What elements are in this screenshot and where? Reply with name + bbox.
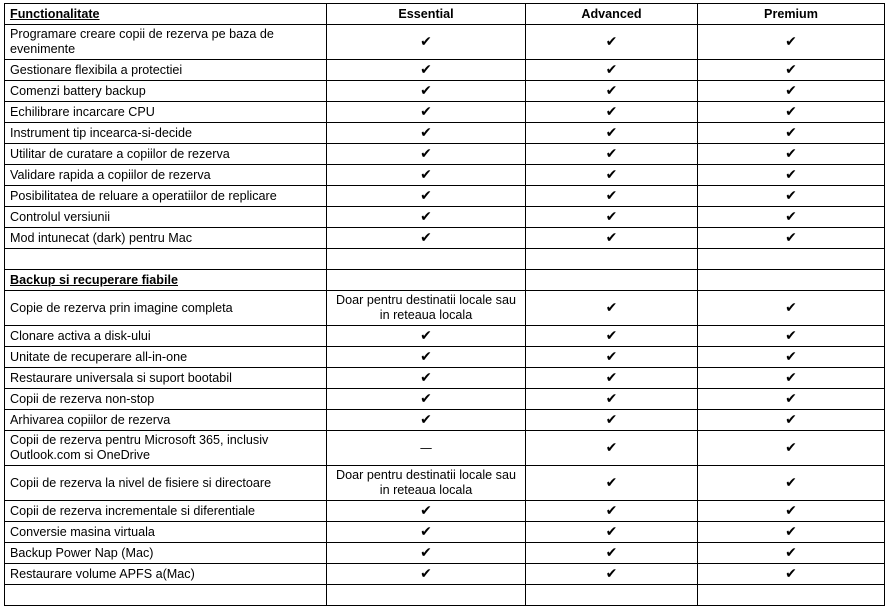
feature-name: Posibilitatea de reluare a operatiilor de replicare [5,186,327,207]
advanced-check-icon [526,466,698,501]
feature-name: Copii de rezerva incrementale si diferentiale [5,501,327,522]
premium-check-icon [698,522,885,543]
premium-check-icon [698,123,885,144]
premium-check-icon [698,389,885,410]
premium-check-icon [698,81,885,102]
feature-name: Gestionare flexibila a protectiei [5,60,327,81]
table-row [5,522,885,543]
essential-value [327,585,526,606]
check-icon: ✔ [785,502,797,519]
premium-check-icon [698,368,885,389]
essential-check-icon [327,207,526,228]
check-icon: ✔ [605,103,618,120]
check-icon: ✔ [420,523,432,540]
premium-value [698,249,885,270]
feature-name: Copii de rezerva la nivel de fisiere si directoare [5,466,327,501]
check-icon: ✔ [605,187,618,204]
check-icon: ✔ [785,187,797,204]
feature-name: Instrument tip incearca-si-decide [5,123,327,144]
check-icon: ✔ [420,208,432,225]
table-row [5,368,885,389]
check-icon: ✔ [785,327,797,344]
check-icon: ✔ [785,166,797,183]
table-row [5,123,885,144]
essential-value [327,270,526,291]
check-icon: ✔ [605,208,618,225]
table-row [5,501,885,522]
table-row [5,165,885,186]
advanced-check-icon [526,291,698,326]
essential-check-icon [327,165,526,186]
check-icon: ✔ [605,348,618,365]
check-icon: ✔ [420,145,432,162]
feature-name: Conversie masina virtuala [5,522,327,543]
premium-value [698,270,885,291]
table-body [5,4,885,606]
feature-name: Comenzi battery backup [5,81,327,102]
advanced-check-icon [526,25,698,60]
check-icon: ✔ [785,33,797,50]
check-icon: ✔ [785,103,797,120]
feature-name [5,249,327,270]
feature-name: Copii de rezerva non-stop [5,389,327,410]
table-row [5,347,885,368]
feature-name: Arhivarea copiilor de rezerva [5,410,327,431]
premium-check-icon [698,186,885,207]
check-icon: ✔ [420,61,432,78]
advanced-check-icon [526,410,698,431]
check-icon: ✔ [420,327,432,344]
premium-check-icon [698,543,885,564]
check-icon: ✔ [605,565,618,582]
essential-value [327,249,526,270]
premium-check-icon [698,564,885,585]
check-icon: ✔ [420,411,432,428]
check-icon: ✔ [605,474,618,491]
table-row [5,102,885,123]
feature-name: Backup Power Nap (Mac) [5,543,327,564]
essential-check-icon [327,389,526,410]
feature-name: Validare rapida a copiilor de rezerva [5,165,327,186]
check-icon: ✔ [605,145,618,162]
premium-value [698,585,885,606]
check-icon: ✔ [605,124,618,141]
feature-name: Restaurare universala si suport bootabil [5,368,327,389]
check-icon: ✔ [605,166,618,183]
check-icon: ✔ [605,544,618,561]
check-icon: ✔ [785,439,797,456]
check-icon: ✔ [420,103,432,120]
table-row [5,291,885,326]
check-icon: ✔ [605,411,618,428]
essential-check-icon [327,102,526,123]
check-icon: ✔ [785,145,797,162]
section-header-row [5,270,885,291]
advanced-check-icon [526,389,698,410]
header-row [5,4,885,25]
column-header-functionalitate: Functionalitate [5,4,327,25]
essential-check-icon [327,81,526,102]
feature-name: Echilibrare incarcare CPU [5,102,327,123]
advanced-check-icon [526,144,698,165]
feature-name: Restaurare volume APFS a(Mac) [5,564,327,585]
essential-check-icon [327,25,526,60]
check-icon: ✔ [785,411,797,428]
feature-name: Copii de rezerva pentru Microsoft 365, inclusiv Outlook.com si OneDrive [5,431,327,466]
table-row [5,389,885,410]
advanced-check-icon [526,347,698,368]
check-icon: ✔ [785,369,797,386]
table-row [5,410,885,431]
advanced-check-icon [526,165,698,186]
essential-check-icon [327,123,526,144]
essential-check-icon [327,564,526,585]
check-icon: ✔ [605,369,618,386]
check-icon: ✔ [785,208,797,225]
advanced-check-icon [526,522,698,543]
check-icon: ✔ [420,187,432,204]
check-icon: ✔ [605,33,618,50]
essential-check-icon [327,410,526,431]
advanced-check-icon [526,431,698,466]
dash-icon: — [419,440,433,455]
essential-check-icon [327,347,526,368]
check-icon: ✔ [420,124,432,141]
advanced-check-icon [526,368,698,389]
essential-value: Doar pentru destinatii locale sau in reteaua locala [327,466,526,501]
check-icon: ✔ [420,544,432,561]
table-row [5,186,885,207]
feature-name: Controlul versiunii [5,207,327,228]
premium-check-icon [698,466,885,501]
premium-check-icon [698,60,885,81]
check-icon: ✔ [605,327,618,344]
feature-name: Unitate de recuperare all-in-one [5,347,327,368]
table-row [5,207,885,228]
advanced-check-icon [526,81,698,102]
table-row [5,431,885,466]
advanced-check-icon [526,326,698,347]
feature-name: Utilitar de curatare a copiilor de rezerva [5,144,327,165]
premium-check-icon [698,291,885,326]
check-icon: ✔ [605,299,618,316]
column-header-advanced: Advanced [526,4,698,25]
premium-check-icon [698,165,885,186]
check-icon: ✔ [785,544,797,561]
advanced-check-icon [526,186,698,207]
check-icon: ✔ [420,348,432,365]
table-row [5,144,885,165]
check-icon: ✔ [785,82,797,99]
check-icon: ✔ [420,502,432,519]
advanced-check-icon [526,564,698,585]
check-icon: ✔ [785,565,797,582]
advanced-check-icon [526,501,698,522]
check-icon: ✔ [785,61,797,78]
check-icon: ✔ [785,124,797,141]
premium-check-icon [698,102,885,123]
check-icon: ✔ [785,229,797,246]
essential-dash-icon [327,431,526,466]
premium-check-icon [698,326,885,347]
feature-name: Mod intunecat (dark) pentru Mac [5,228,327,249]
advanced-check-icon [526,123,698,144]
essential-check-icon [327,543,526,564]
feature-name: Copie de rezerva prin imagine completa [5,291,327,326]
feature-name [5,585,327,606]
advanced-check-icon [526,60,698,81]
essential-check-icon [327,144,526,165]
premium-check-icon [698,207,885,228]
premium-check-icon [698,228,885,249]
premium-check-icon [698,431,885,466]
premium-check-icon [698,25,885,60]
essential-check-icon [327,186,526,207]
empty-row [5,249,885,270]
premium-check-icon [698,144,885,165]
essential-value: Doar pentru destinatii locale sau in reteaua locala [327,291,526,326]
essential-check-icon [327,228,526,249]
check-icon: ✔ [420,565,432,582]
check-icon: ✔ [785,299,797,316]
essential-check-icon [327,326,526,347]
column-header-premium: Premium [698,4,885,25]
advanced-value [526,270,698,291]
premium-check-icon [698,347,885,368]
advanced-check-icon [526,207,698,228]
essential-check-icon [327,60,526,81]
check-icon: ✔ [420,390,432,407]
table-row [5,25,885,60]
check-icon: ✔ [785,390,797,407]
check-icon: ✔ [785,474,797,491]
advanced-check-icon [526,543,698,564]
check-icon: ✔ [785,523,797,540]
advanced-value [526,585,698,606]
check-icon: ✔ [420,33,432,50]
table-row [5,81,885,102]
essential-check-icon [327,522,526,543]
table-row [5,228,885,249]
empty-row [5,585,885,606]
essential-check-icon [327,501,526,522]
check-icon: ✔ [605,61,618,78]
column-header-essential: Essential [327,4,526,25]
check-icon: ✔ [420,166,432,183]
check-icon: ✔ [605,523,618,540]
check-icon: ✔ [785,348,797,365]
table-row [5,543,885,564]
table-row [5,564,885,585]
check-icon: ✔ [420,369,432,386]
section-title: Backup si recuperare fiabile [5,270,327,291]
table-row [5,60,885,81]
table-row [5,466,885,501]
feature-name: Programare creare copii de rezerva pe baza de evenimente [5,25,327,60]
premium-check-icon [698,410,885,431]
table-row [5,326,885,347]
premium-check-icon [698,501,885,522]
check-icon: ✔ [605,390,618,407]
feature-comparison-table [4,3,885,606]
check-icon: ✔ [605,229,618,246]
advanced-check-icon [526,102,698,123]
advanced-value [526,249,698,270]
check-icon: ✔ [420,82,432,99]
check-icon: ✔ [605,82,618,99]
essential-check-icon [327,368,526,389]
check-icon: ✔ [605,502,618,519]
check-icon: ✔ [420,229,432,246]
feature-name: Clonare activa a disk-ului [5,326,327,347]
advanced-check-icon [526,228,698,249]
check-icon: ✔ [605,439,618,456]
